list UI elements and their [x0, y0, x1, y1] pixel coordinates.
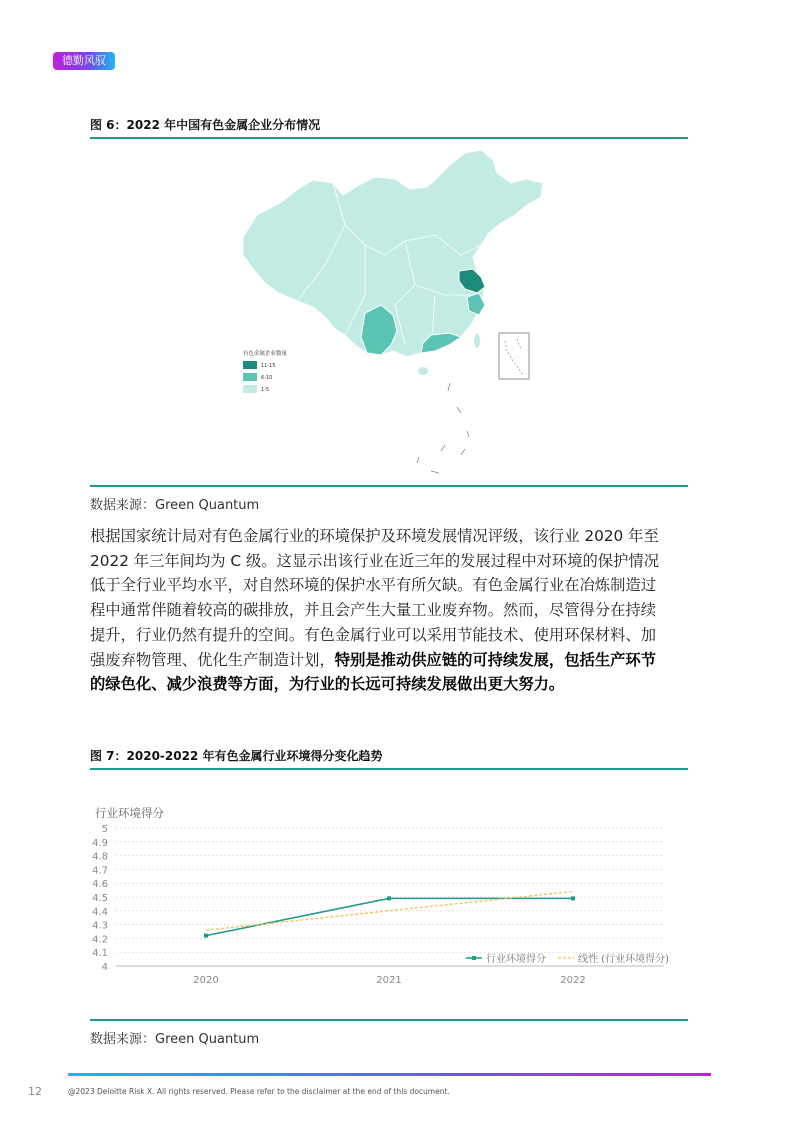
- paragraph-line: 低于全行业平均水平，对自然环境的保护水平有所欠缺。有色金属行业在冶炼制造过: [90, 576, 656, 595]
- chart-y-tick-label: 4.4: [92, 906, 108, 918]
- figure6-top-rule: [90, 137, 688, 139]
- chart-y-tick-label: 4.1: [92, 948, 108, 960]
- map-legend-swatch-mid: [243, 373, 257, 381]
- chart-y-tick-label: 5: [101, 824, 108, 835]
- chart-series: [204, 891, 575, 937]
- chart-series-line-score: [206, 898, 573, 935]
- south-sea-inset-islands: [505, 339, 523, 375]
- map-legend-swatch-low: [243, 385, 257, 393]
- chart-data-point: [387, 896, 391, 900]
- section-badge: 德勤风驭: [53, 52, 115, 70]
- chart-legend-marker-score: [472, 956, 476, 960]
- china-distribution-map: [235, 145, 555, 480]
- figure6-bottom-rule: [90, 485, 688, 487]
- paragraph-line: 根据国家统计局对有色金属行业的环境保护及环境发展情况评级，该行业 2020 年至: [90, 527, 659, 545]
- chart-legend-label-trend: 线性 (行业环境得分): [578, 954, 669, 965]
- south-sea-inset: [499, 333, 529, 379]
- map-legend-label-low: 1-5: [261, 387, 270, 393]
- footer-copyright: @2023 Deloitte Risk X. All rights reserved. Please refer to the disclaimer at the end of this document.: [68, 1087, 450, 1096]
- figure7-top-rule: [90, 768, 688, 770]
- chart-y-tick-label: 4.5: [92, 893, 108, 904]
- paragraph-line: 2022 年三年间均为 C 级。这显示出该行业在近三年的发展过程中对环境的保护情况: [90, 551, 659, 570]
- page-number: 12: [28, 1085, 42, 1098]
- chart-y-tick-label: 4.3: [92, 920, 108, 932]
- chart-y-tick-label: 4.6: [92, 879, 108, 891]
- map-legend-swatch-high: [243, 361, 257, 369]
- figure7-source: 数据来源：Green Quantum: [90, 1032, 260, 1047]
- chart-data-point: [571, 896, 575, 900]
- chart-x-ticks: [193, 975, 585, 986]
- paragraph-emphasis: 特别是推动供应链的可持续发展，包括生产环节: [334, 650, 657, 669]
- map-region-taiwan: [474, 334, 480, 348]
- chart-data-point: [204, 934, 208, 938]
- paragraph-line: [90, 672, 696, 697]
- chart-legend-label-score: 行业环境得分: [486, 954, 546, 965]
- chart-x-tick-label: 2022: [560, 975, 586, 986]
- footer-gradient-line: [68, 1073, 711, 1076]
- map-region-hainan: [418, 367, 428, 375]
- map-legend-label-mid: 6-10: [261, 375, 273, 381]
- sea-boundary-dashes: [417, 383, 469, 473]
- paragraph-emphasis-continued: 的绿色化、减少浪费等方面，为行业的长远可持续发展做出更大努力。: [90, 675, 565, 694]
- chart-x-tick-label: 2021: [376, 975, 402, 986]
- chart-y-ticks: [92, 824, 108, 973]
- map-legend-label-high: 11-15: [261, 363, 276, 369]
- figure6-title: 图 6：2022 年中国有色金属企业分布情况: [90, 118, 321, 132]
- body-paragraph: [90, 524, 696, 697]
- paragraph-line: [90, 648, 696, 673]
- figure6-source: 数据来源：Green Quantum: [90, 498, 260, 513]
- chart-y-tick-label: 4: [101, 962, 108, 973]
- environment-score-chart: [90, 798, 688, 998]
- chart-y-tick-label: 4.9: [92, 837, 108, 849]
- chart-legend: [466, 952, 669, 965]
- figure7-title: 图 7：2020-2022 年有色金属行业环境得分变化趋势: [90, 749, 383, 763]
- paragraph-line: 提升，行业仍然有提升的空间。有色金属行业可以采用节能技术、使用环保材料、加: [90, 625, 656, 644]
- chart-x-tick-label: 2020: [193, 975, 219, 986]
- chart-y-tick-label: 4.8: [92, 851, 108, 863]
- chart-y-tick-label: 4.2: [92, 934, 108, 946]
- chart-y-tick-label: 4.7: [92, 865, 108, 877]
- paragraph-line-text: 强废弃物管理、优化生产制造计划，: [90, 650, 335, 669]
- paragraph-line: 程中通常伴随着较高的碳排放，并且会产生大量工业废弃物。然而，尽管得分在持续: [90, 601, 656, 620]
- map-legend-title: 有色金属企业数量: [243, 351, 288, 357]
- figure7-bottom-rule: [90, 1019, 688, 1021]
- chart-y-axis-label: 行业环境得分: [95, 806, 164, 820]
